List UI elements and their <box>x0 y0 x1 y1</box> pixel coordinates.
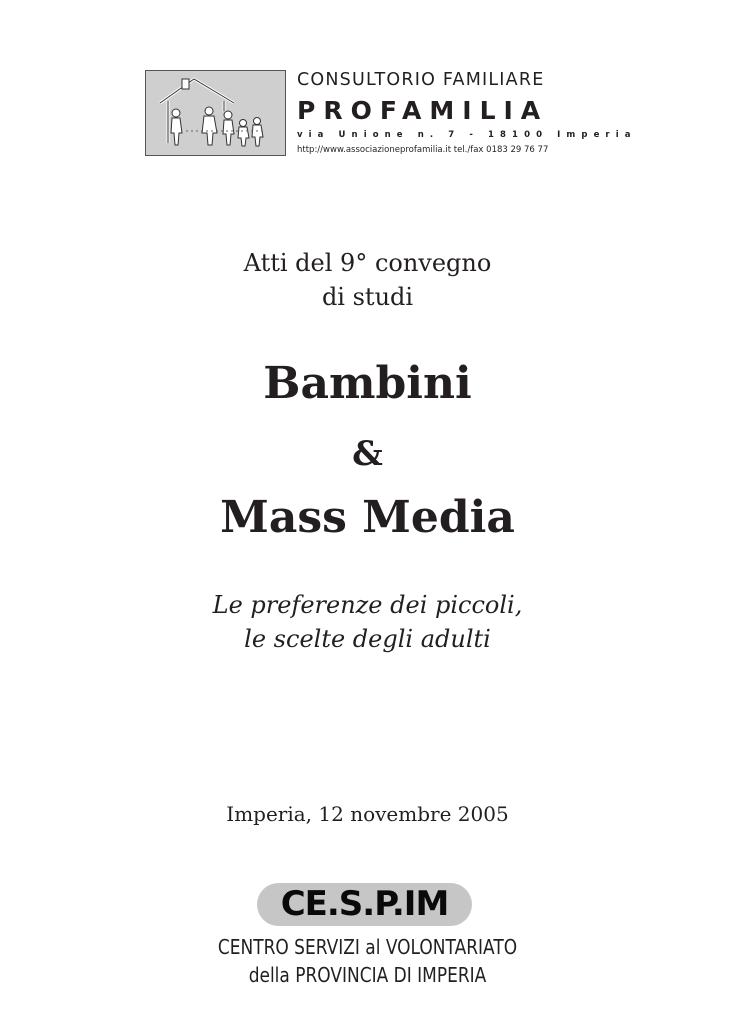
cespim-line2: della PROVINCIA DI IMPERIA <box>248 963 487 987</box>
intro-line1: Atti del 9° convegno <box>243 249 492 277</box>
intro-line2: di studi <box>321 283 414 311</box>
cespim-logo-text: CE.S.P.IM <box>280 884 449 924</box>
cespim-line1: CENTRO SERVIZI al VOLONTARIATO <box>217 935 518 959</box>
title-line1: Bambini <box>263 358 472 409</box>
intro-text <box>0 246 735 314</box>
org-contact: http://www.associazioneprofamilia.it tel./fax 0183 29 76 77 <box>297 145 549 155</box>
house-with-family-icon <box>145 70 286 156</box>
subtitle <box>0 588 735 656</box>
subtitle-line1: Le preferenze dei piccoli, <box>212 591 523 619</box>
org-name-line2: PROFAMILIA <box>297 96 549 125</box>
subtitle-line2: le scelte degli adulti <box>244 625 491 653</box>
title-line2: Mass Media <box>220 492 515 543</box>
org-name-line1: CONSULTORIO FAMILIARE <box>297 70 545 90</box>
org-address: via Unione n. 7 - 18100 Imperia <box>297 130 637 140</box>
cespim-footer <box>0 880 735 990</box>
profamilia-header <box>145 70 637 158</box>
title-ampersand: & <box>352 434 383 474</box>
place-date: Imperia, 12 novembre 2005 <box>226 802 509 826</box>
